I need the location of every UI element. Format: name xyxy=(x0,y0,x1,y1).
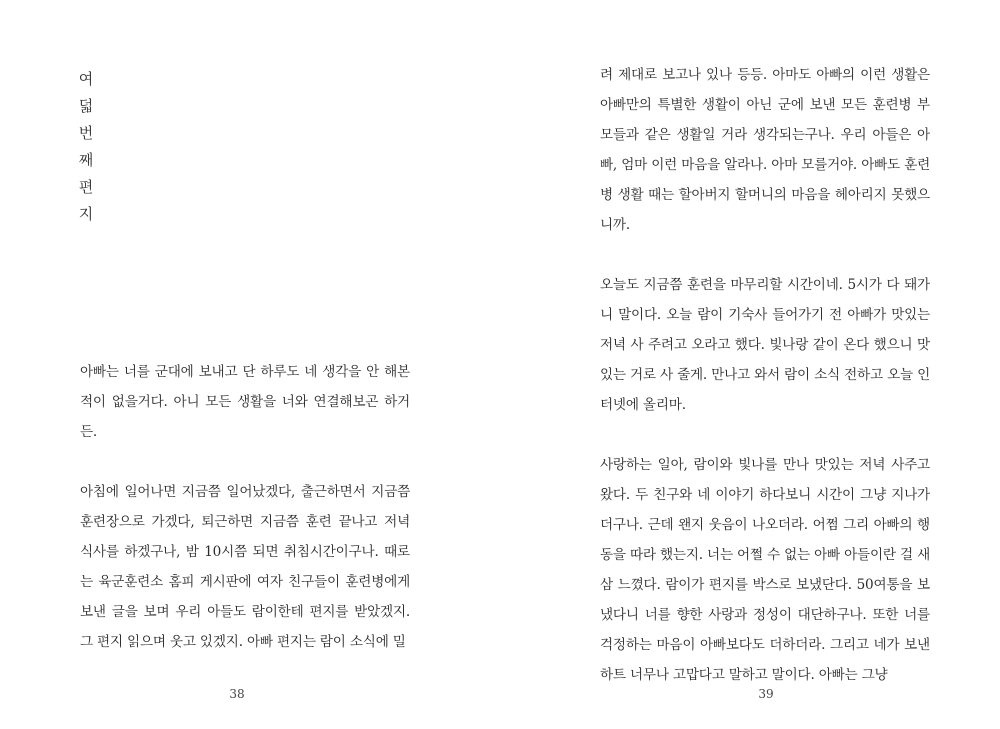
paragraph: 려 제대로 보고나 있나 등등. 아마도 아빠의 이런 생활은 아빠만의 특별한 생활이 아닌 군에 보낸 모든 훈련병 부모들과 같은 생활일 거라 생각되는구나. 우리 아들은 아빠, 엄마 이런 마음을 알라나. 아마 모를거야. 아빠도 훈련병 생활 때는 할아버지 할머니의 마음을 헤아리지 못했으니까. xyxy=(600,67,930,233)
chapter-title xyxy=(74,66,98,228)
paragraph: 아빠는 너를 군대에 보내고 단 하루도 네 생각을 안 해본 적이 없을거다. 아니 모든 생활을 너와 연결해보곤 하거든. xyxy=(80,364,410,440)
paragraph: 아침에 일어나면 지금쯤 일어났겠다, 출근하면서 지금쯤 훈련장으로 가겠다, 퇴근하면 지금쯤 훈련 끝나고 저녁 식사를 하겠구나, 밤 10시쯤 되면 취침시간이구나. 때로는 육군훈련소 홈피 게시판에 여자 친구들이 훈련병에게 보낸 글을 보며 우리 아들도 람이한테 편지를 받았겠지. 그 편지 읽으며 웃고 있겠지. 아빠 편지는 람이 소식에 밀 xyxy=(80,484,410,650)
title-char: 째 xyxy=(78,151,94,169)
title-char: 여 xyxy=(78,70,94,88)
title-char: 덟 xyxy=(78,97,94,115)
paragraph: 사랑하는 일아, 람이와 빛나를 만나 맛있는 저녁 사주고 왔다. 두 친구와 네 이야기 하다보니 시간이 그냥 지나가더구나. 근데 왠지 웃음이 나오더라. 어쩜 그리 아빠의 행동을 따라 했는지. 너는 어쩔 수 없는 아빠 아들이란 걸 새삼 느꼈다. 람이가 편지를 박스로 보냈단다. 50여통을 보냈다니 너를 향한 사랑과 정성이 대단하구나. 또한 너를 걱정하는 마음이 아빠보다도 더하더라. 그리고 네가 보낸 하트 너무나 고맙다고 말하고 말이다. 아빠는 그냥 xyxy=(600,457,930,683)
title-char: 지 xyxy=(78,205,94,223)
right-page xyxy=(500,0,1000,729)
paragraph: 오늘도 지금쯤 훈련을 마무리할 시간이네. 5시가 다 돼가니 말이다. 오늘 람이 기숙사 들어가기 전 아빠가 맛있는 저녁 사 주려고 오라고 했다. 빛나랑 같이 온다 했으니 맛있는 거로 사 줄게. 만나고 와서 람이 소식 전하고 오늘 인터넷에 올리마. xyxy=(600,277,930,413)
right-body-text xyxy=(600,60,930,690)
page-number: 39 xyxy=(758,687,774,701)
title-char: 편 xyxy=(78,178,94,196)
left-body-text xyxy=(80,357,410,657)
title-char: 번 xyxy=(78,124,94,142)
page-number: 38 xyxy=(229,687,245,701)
